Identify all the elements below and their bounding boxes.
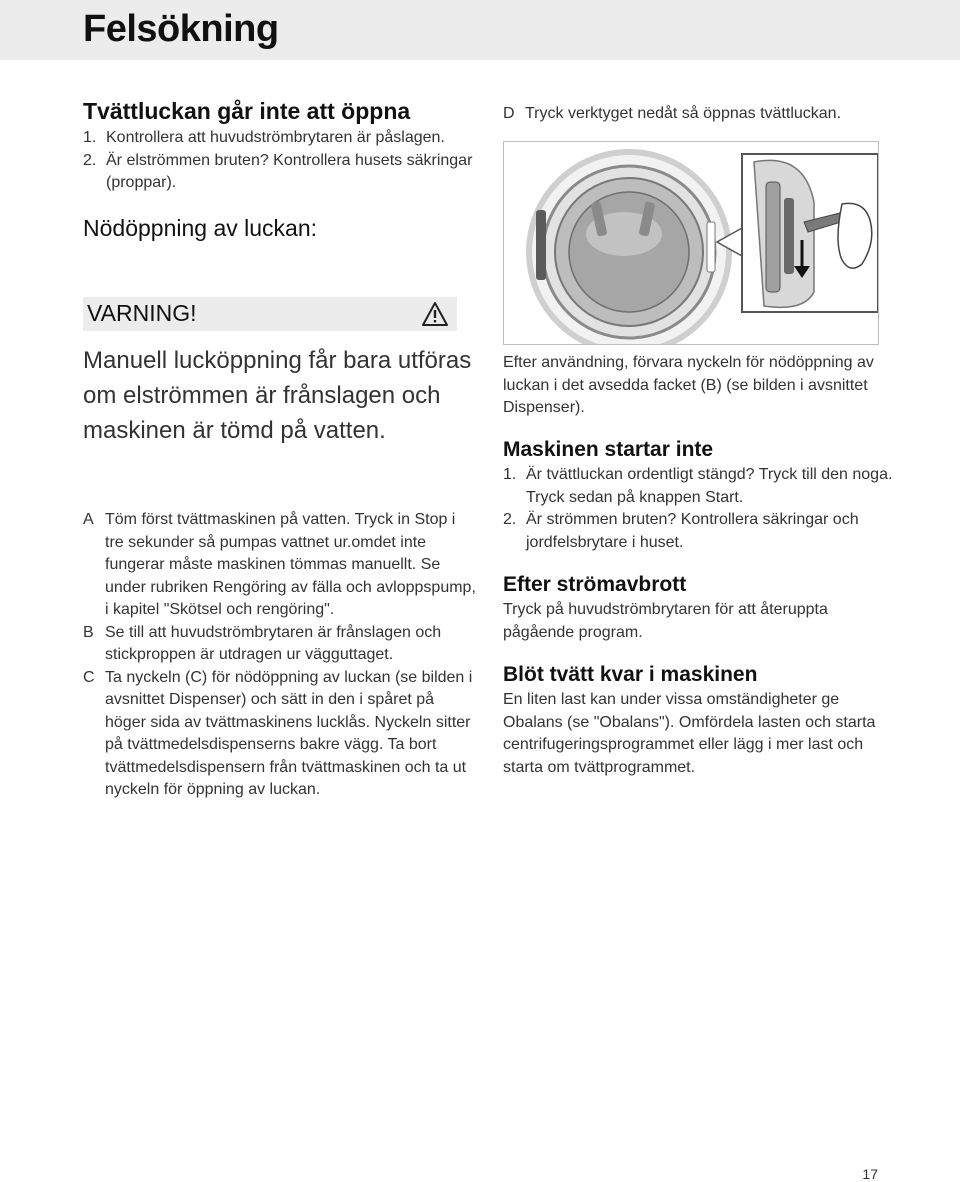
- list-text: Är strömmen bruten? Kontrollera säkringar och jordfelsbrytare i huset.: [526, 511, 859, 551]
- list-text: Är tvättluckan ordentligt stängd? Tryck till den noga. Tryck sedan på knappen Start.: [526, 466, 893, 506]
- step-marker: B: [83, 623, 94, 641]
- door-checklist: [83, 127, 483, 195]
- wet-laundry-title: Blöt tvätt kvar i maskinen: [503, 663, 758, 686]
- step-marker: D: [503, 105, 515, 122]
- list-marker: 2.: [503, 511, 517, 528]
- power-outage-section: [503, 573, 903, 644]
- list-text: Kontrollera att huvudströmbrytaren är påslagen.: [106, 129, 445, 146]
- list-item: [503, 509, 903, 554]
- step-marker: A: [83, 511, 94, 528]
- list-text: Är elströmmen bruten? Kontrollera husets säkringar (proppar).: [106, 151, 473, 191]
- page-number: 17: [862, 1166, 878, 1182]
- washer-door-drawing: [504, 142, 878, 344]
- warning-triangle-icon: [421, 301, 449, 327]
- list-item: [83, 150, 483, 195]
- wet-laundry-text: En liten last kan under vissa omständigheter ge Obalans (se "Obalans"). Omfördela lasten och starta centrifugeringsprogrammet eller lägg i mer last och starta om tvättprogrammet.: [503, 691, 876, 776]
- list-marker: 2.: [83, 151, 97, 169]
- step-marker: C: [83, 668, 95, 686]
- machine-start-list: [503, 464, 903, 554]
- power-outage-text: Tryck på huvudströmbrytaren för att återuppta pågående program.: [503, 601, 828, 641]
- wet-laundry-section: [503, 663, 903, 779]
- step-d: [503, 103, 903, 125]
- warning-text: Manuell lucköppning får bara utföras om elströmmen är frånslagen och maskinen är tömd på vatten.: [83, 347, 472, 444]
- door-illustration: [503, 141, 879, 345]
- steps-list: [83, 509, 478, 802]
- warning-box: [83, 297, 457, 331]
- list-marker: 1.: [83, 129, 97, 146]
- door-section-title: Tvättluckan går inte att öppna: [83, 98, 411, 124]
- after-use-text: Efter användning, förvara nyckeln för nödöppning av luckan i det avsedda facket (B) (se bilden i avsnittet Dispenser).: [503, 354, 874, 416]
- step-item: [83, 667, 478, 802]
- emergency-title: Nödöppning av luckan:: [83, 214, 317, 241]
- step-text: Töm först tvättmaskinen på vatten. Tryck in Stop i tre sekunder så pumpas vattnet ur.omdet inte fungerar måste maskinen tömmas manuellt. Se under rubriken Rengöring av fälla och avloppspump, i kapitel "Skötsel och rengöring".: [105, 511, 476, 618]
- step-item: [83, 509, 478, 622]
- step-item: [83, 622, 478, 667]
- list-item: [83, 127, 483, 150]
- list-marker: 1.: [503, 466, 517, 483]
- door-section: [83, 98, 483, 242]
- warning-title: VARNING!: [87, 300, 197, 326]
- step-text: Tryck verktyget nedåt så öppnas tvättluckan.: [525, 105, 842, 122]
- page-title: Felsökning: [83, 8, 279, 50]
- list-item: [503, 464, 903, 509]
- machine-start-section: [503, 438, 903, 554]
- power-outage-title: Efter strömavbrott: [503, 573, 687, 596]
- step-text: Ta nyckeln (C) för nödöppning av luckan (se bilden i avsnittet Dispenser) och sätt in den i spåret på höger sida av tvättmaskinens lucklås. Nyckeln sitter på tvättmedelsdispenserns bakre vägg. Ta bort tvättmedelsdispensern från tvättmaskinen och ta ut nyckeln för öppning av luckan.: [105, 668, 473, 798]
- step-text: Se till att huvudströmbrytaren är frånslagen och stickproppen är utdragen ur vägguttaget.: [105, 623, 442, 663]
- machine-start-title: Maskinen startar inte: [503, 438, 714, 461]
